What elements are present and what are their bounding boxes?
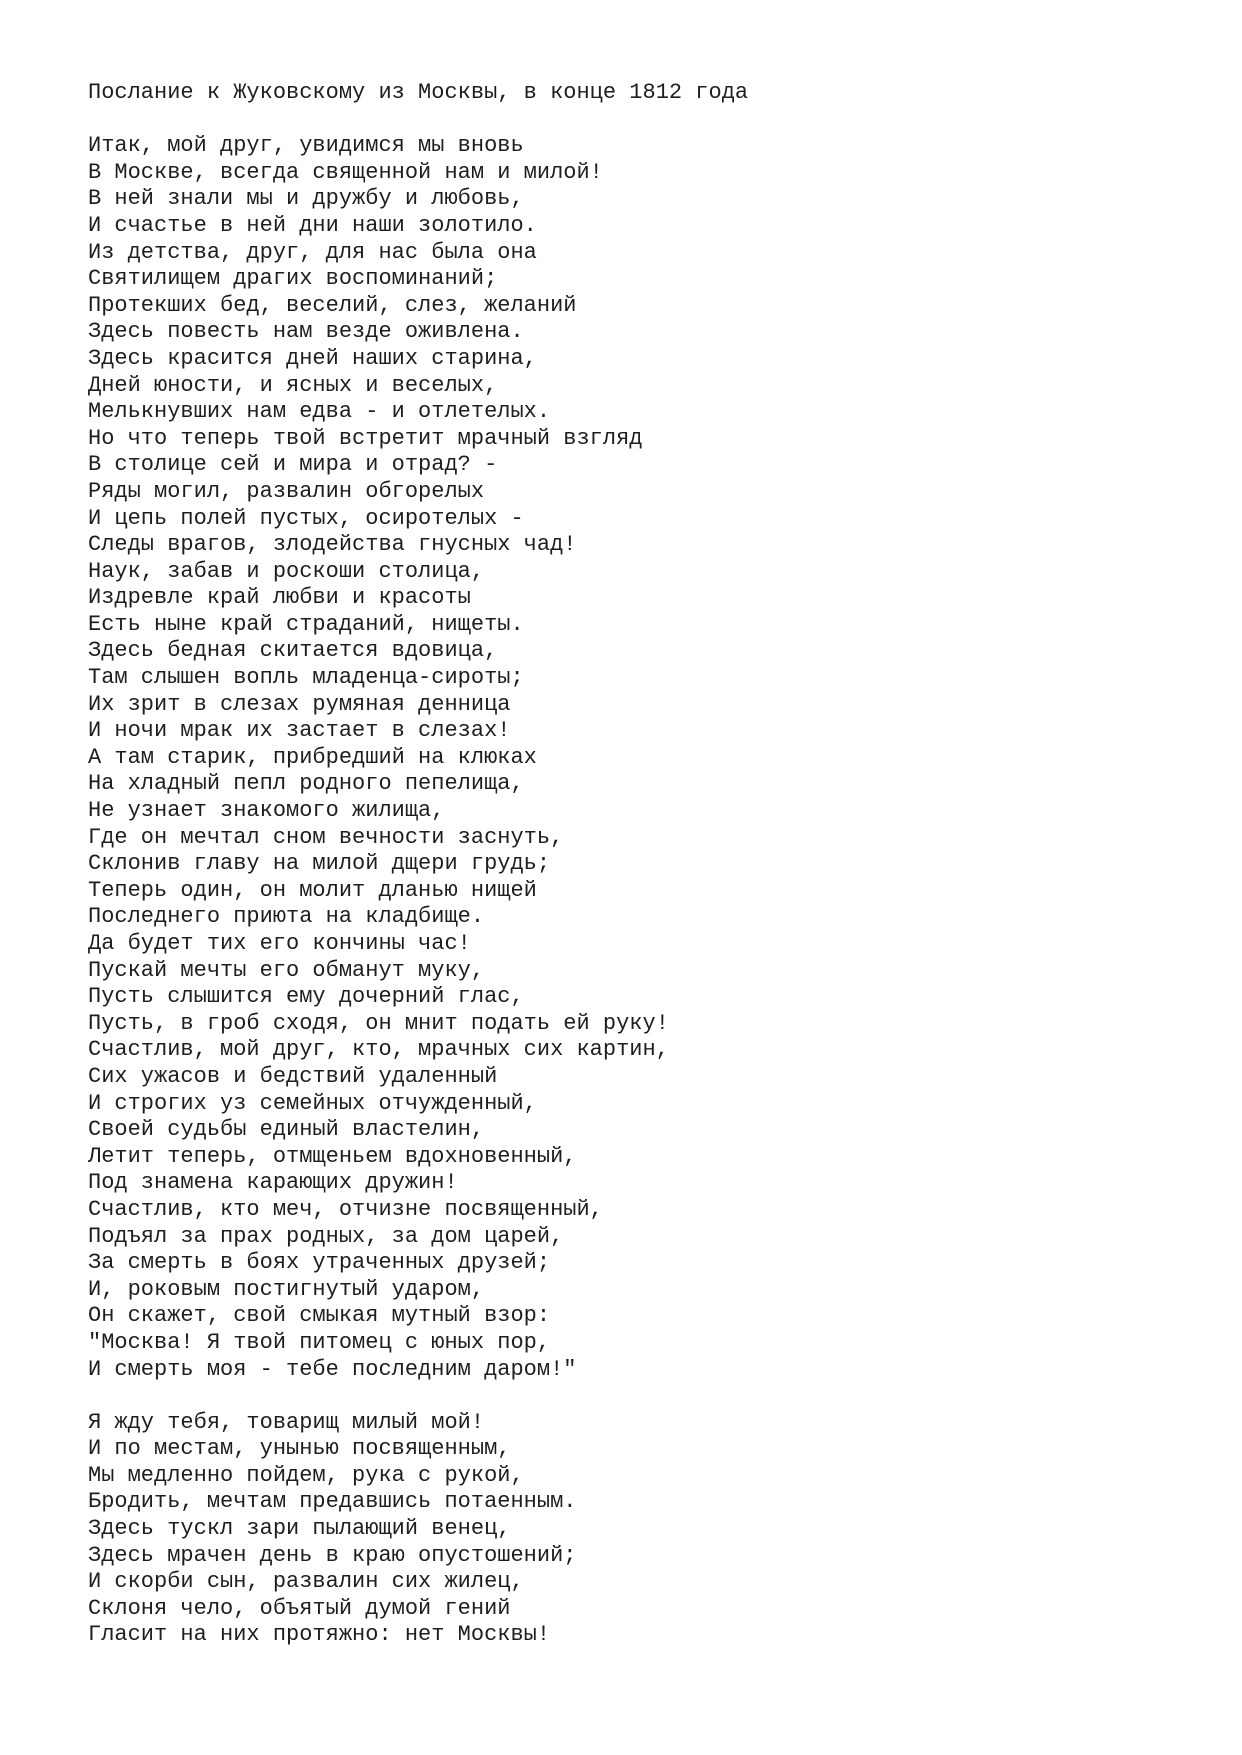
poem-line: За смерть в боях утраченных друзей; (88, 1250, 551, 1276)
poem-line: Я жду тебя, товарищ милый мой! (88, 1409, 485, 1435)
poem-line: Святилищем драгих воспоминаний; (88, 266, 498, 292)
poem-line: И ночи мрак их застает в слезах! (88, 718, 511, 744)
poem-line: И смерть моя - тебе последним даром!" (88, 1356, 577, 1382)
poem-line: Счастлив, кто меч, отчизне посвященный, (88, 1196, 603, 1222)
poem-line: На хладный пепл родного пепелища, (88, 771, 524, 797)
poem-line: Издревле край любви и красоты (88, 585, 471, 611)
poem-line: Подъял за прах родных, за дом царей, (88, 1223, 564, 1249)
poem-line: Здесь бедная скитается вдовица, (88, 638, 498, 664)
poem-line: Здесь мрачен день в краю опустошений; (88, 1542, 577, 1568)
poem-line: Пусть слышится ему дочерний глас, (88, 984, 524, 1010)
poem-line: Пусть, в гроб сходя, он мнит подать ей руку! (88, 1010, 669, 1036)
poem-line: Ряды могил, развалин обгорелых (88, 478, 485, 504)
poem-title: Послание к Жуковскому из Москвы, в конце 1812 года (88, 80, 749, 105)
poem-line: И цепь полей пустых, осиротелых - (88, 505, 524, 531)
poem-line: Здесь повесть нам везде оживлена. (88, 319, 524, 345)
poem-line: А там старик, прибредший на клюках (88, 744, 537, 770)
poem-line: "Москва! Я твой питомец с юных пор, (88, 1329, 551, 1355)
poem-line: Сих ужасов и бедствий удаленный (88, 1063, 498, 1089)
poem-line: Он скажет, свой смыкая мутный взор: (88, 1303, 551, 1329)
poem-line: Последнего приюта на кладбище. (88, 904, 485, 930)
poem-line: Из детства, друг, для нас была она (88, 239, 537, 265)
poem-line: Склонив главу на милой дщери грудь; (88, 851, 551, 877)
poem-line: Их зрит в слезах румяная денница (88, 691, 511, 717)
poem-line: В ней знали мы и дружбу и любовь, (88, 186, 524, 212)
poem-line: Есть ныне край страданий, нищеты. (88, 611, 524, 637)
poem-line: Своей судьбы единый властелин, (88, 1117, 485, 1143)
poem-line: Счастлив, мой друг, кто, мрачных сих картин, (88, 1037, 669, 1063)
poem-line: Мы медленно пойдем, рука с рукой, (88, 1462, 524, 1488)
poem-line: В Москве, всегда священной нам и милой! (88, 159, 603, 185)
poem-line: Под знамена карающих дружин! (88, 1170, 458, 1196)
poem-line: И по местам, унынью посвященным, (88, 1436, 511, 1462)
poem-line: Здесь красится дней наших старина, (88, 345, 537, 371)
poem-line: Склоня чело, объятый думой гений (88, 1595, 511, 1621)
poem-line: И строгих уз семейных отчужденный, (88, 1090, 537, 1116)
poem-line: Не узнает знакомого жилища, (88, 798, 445, 824)
poem-line: Мелькнувших нам едва - и отлетелых. (88, 399, 551, 425)
poem-line: Следы врагов, злодейства гнусных чад! (88, 532, 577, 558)
poem-line: Теперь один, он молит дланью нищей (88, 877, 537, 903)
poem-line: И скорби сын, развалин сих жилец, (88, 1569, 524, 1595)
stanza-1 (88, 133, 1242, 1383)
poem-line: Протекших бед, веселий, слез, желаний (88, 292, 577, 318)
poem-line: Бродить, мечтам предавшись потаенным. (88, 1489, 577, 1515)
poem-line: Наук, забав и роскоши столица, (88, 558, 485, 584)
poem-line: Летит теперь, отмщеньем вдохновенный, (88, 1143, 577, 1169)
poem-line: Здесь тускл зари пылающий венец, (88, 1516, 511, 1542)
poem-line: Там слышен вопль младенца-сироты; (88, 665, 524, 691)
poem-line: И, роковым постигнутый ударом, (88, 1276, 485, 1302)
poem-line: Где он мечтал сном вечности заснуть, (88, 824, 564, 850)
poem-line: Да будет тих его кончины час! (88, 931, 471, 956)
poem-line: Но что теперь твой встретит мрачный взгляд (88, 425, 643, 451)
poem-line: Итак, мой друг, увидимся мы вновь (88, 133, 524, 159)
poem-line: В столице сей и мира и отрад? - (88, 452, 498, 478)
poem-line: Пускай мечты его обманут муку, (88, 957, 485, 983)
stanza-2 (88, 1410, 1242, 1649)
poem-line: Дней юности, и ясных и веселых, (88, 372, 498, 398)
poem-line: И счастье в ней дни наши золотило. (88, 212, 537, 238)
poem-line: Гласит на них протяжно: нет Москвы! (88, 1622, 551, 1648)
